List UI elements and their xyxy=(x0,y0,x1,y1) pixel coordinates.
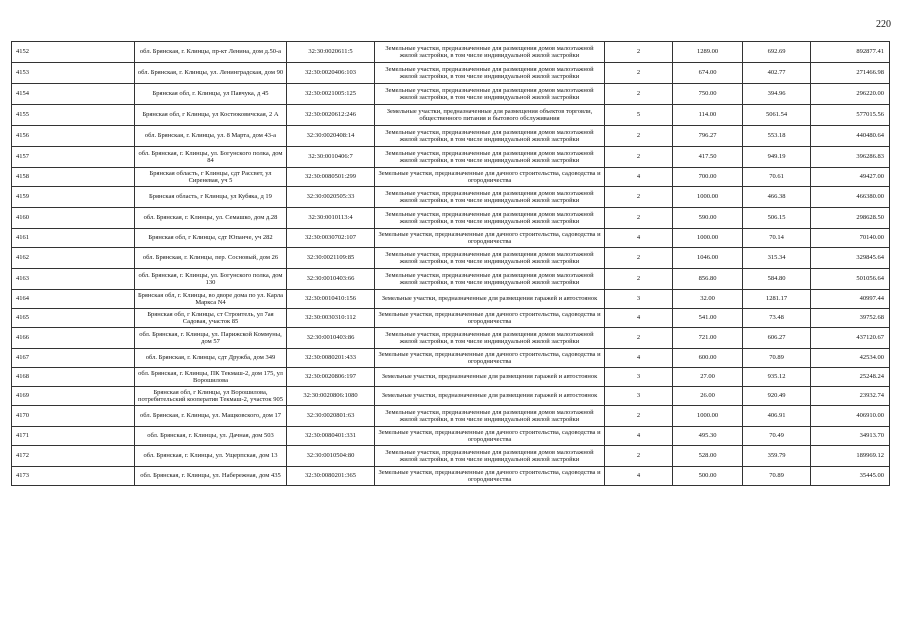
address-cell: обл. Брянская, г. Клинцы, ул. 8 Марта, дом 43-а xyxy=(135,126,287,147)
specific-value-cell: 70.89 xyxy=(743,349,811,368)
address-cell: Брянская обл, г Клинцы, ул Костюковичская, 2 А xyxy=(135,105,287,126)
row-number: 4171 xyxy=(12,427,135,446)
group-number-cell: 2 xyxy=(605,328,673,349)
address-cell: обл. Брянская, г. Клинцы, пер. Сосновый, дом 26 xyxy=(135,248,287,269)
address-cell: Брянская обл, г. Клинцы, во дворе дома по ул. Карла Маркса N4 xyxy=(135,290,287,309)
cadastral-number-cell: 32:30:0020806:197 xyxy=(287,368,375,387)
specific-value-cell: 406.91 xyxy=(743,406,811,427)
land-use-cell: Земельные участки, предназначенные для дачного строительства, садоводства и огородничества xyxy=(375,427,605,446)
address-cell: обл. Брянская, г. Клинцы, ул. Парижской Коммуны, дом 57 xyxy=(135,328,287,349)
address-cell: Брянская обл, г Клинцы, ст Строитель, ул 7ая Садовая, участок 85 xyxy=(135,309,287,328)
row-number: 4155 xyxy=(12,105,135,126)
cadastral-number-cell: 32:30:0021005:125 xyxy=(287,84,375,105)
cadastral-value-cell: 440480.64 xyxy=(811,126,890,147)
cadastral-value-cell: 49427.00 xyxy=(811,168,890,187)
land-use-cell: Земельные участки, предназначенные для дачного строительства, садоводства и огородничества xyxy=(375,229,605,248)
specific-value-cell: 70.49 xyxy=(743,427,811,446)
cadastral-number-cell: 32:30:0030310:112 xyxy=(287,309,375,328)
cadastral-number-cell: 32:30:0020801:63 xyxy=(287,406,375,427)
cadastral-number-cell: 32:30:0010403:86 xyxy=(287,328,375,349)
row-number: 4173 xyxy=(12,467,135,486)
table-row xyxy=(12,229,890,248)
cadastral-number-cell: 32:30:0020406:103 xyxy=(287,63,375,84)
area-cell: 495.30 xyxy=(673,427,743,446)
area-cell: 417.50 xyxy=(673,147,743,168)
specific-value-cell: 70.89 xyxy=(743,467,811,486)
table-body xyxy=(12,42,890,486)
group-number-cell: 4 xyxy=(605,168,673,187)
table-row xyxy=(12,290,890,309)
group-number-cell: 2 xyxy=(605,42,673,63)
area-cell: 27.00 xyxy=(673,368,743,387)
cadastral-number-cell: 32:30:0020505:33 xyxy=(287,187,375,208)
land-use-cell: Земельные участки, предназначенные для размещения домов малоэтажной жилой застройки, в том числе индивидуальной жилой застройки xyxy=(375,63,605,84)
area-cell: 700.00 xyxy=(673,168,743,187)
area-cell: 1000.00 xyxy=(673,187,743,208)
address-cell: обл. Брянская, г. Клинцы, ул. Набережная, дом 435 xyxy=(135,467,287,486)
group-number-cell: 3 xyxy=(605,387,673,406)
land-use-cell: Земельные участки, предназначенные для размещения домов малоэтажной жилой застройки, в том числе индивидуальной жилой застройки xyxy=(375,126,605,147)
table-row xyxy=(12,446,890,467)
specific-value-cell: 315.34 xyxy=(743,248,811,269)
row-number: 4156 xyxy=(12,126,135,147)
row-number: 4160 xyxy=(12,208,135,229)
group-number-cell: 3 xyxy=(605,368,673,387)
cadastral-value-cell: 42534.00 xyxy=(811,349,890,368)
cadastral-value-cell: 329845.64 xyxy=(811,248,890,269)
row-number: 4158 xyxy=(12,168,135,187)
cadastral-number-cell: 32:30:0010113:4 xyxy=(287,208,375,229)
land-use-cell: Земельные участки, предназначенные для размещения домов малоэтажной жилой застройки, в том числе индивидуальной жилой застройки xyxy=(375,328,605,349)
cadastral-value-cell: 271466.98 xyxy=(811,63,890,84)
table-row xyxy=(12,168,890,187)
specific-value-cell: 466.38 xyxy=(743,187,811,208)
cadastral-number-cell: 32:30:0010410:156 xyxy=(287,290,375,309)
address-cell: обл. Брянская, г. Клинцы, ул. Ущерпская, дом 13 xyxy=(135,446,287,467)
table-row xyxy=(12,368,890,387)
group-number-cell: 4 xyxy=(605,309,673,328)
cadastral-value-cell: 23932.74 xyxy=(811,387,890,406)
area-cell: 590.00 xyxy=(673,208,743,229)
cadastral-value-cell: 39752.68 xyxy=(811,309,890,328)
area-cell: 856.80 xyxy=(673,269,743,290)
specific-value-cell: 506.15 xyxy=(743,208,811,229)
row-number: 4159 xyxy=(12,187,135,208)
group-number-cell: 2 xyxy=(605,269,673,290)
table-row xyxy=(12,467,890,486)
specific-value-cell: 73.48 xyxy=(743,309,811,328)
area-cell: 1046.00 xyxy=(673,248,743,269)
row-number: 4168 xyxy=(12,368,135,387)
cadastral-number-cell: 32:30:0020806:1080 xyxy=(287,387,375,406)
group-number-cell: 4 xyxy=(605,467,673,486)
group-number-cell: 2 xyxy=(605,187,673,208)
cadastral-number-cell: 32:30:0030702:107 xyxy=(287,229,375,248)
address-cell: Брянская обл, г Клинцы, сдт Юпанче, уч 282 xyxy=(135,229,287,248)
specific-value-cell: 70.14 xyxy=(743,229,811,248)
group-number-cell: 2 xyxy=(605,63,673,84)
cadastral-number-cell: 32:30:0080501:299 xyxy=(287,168,375,187)
group-number-cell: 2 xyxy=(605,406,673,427)
cadastral-value-cell: 25248.24 xyxy=(811,368,890,387)
table-row xyxy=(12,309,890,328)
row-number: 4153 xyxy=(12,63,135,84)
area-cell: 674.00 xyxy=(673,63,743,84)
specific-value-cell: 402.77 xyxy=(743,63,811,84)
land-use-cell: Земельные участки, предназначенные для дачного строительства, садоводства и огородничества xyxy=(375,467,605,486)
land-use-cell: Земельные участки, предназначенные для размещения гаражей и автостоянок xyxy=(375,368,605,387)
group-number-cell: 5 xyxy=(605,105,673,126)
area-cell: 600.00 xyxy=(673,349,743,368)
group-number-cell: 4 xyxy=(605,229,673,248)
table-row xyxy=(12,427,890,446)
specific-value-cell: 394.96 xyxy=(743,84,811,105)
row-number: 4170 xyxy=(12,406,135,427)
cadastral-value-cell: 577015.56 xyxy=(811,105,890,126)
area-cell: 114.00 xyxy=(673,105,743,126)
specific-value-cell: 553.18 xyxy=(743,126,811,147)
table-row xyxy=(12,105,890,126)
address-cell: обл. Брянская, г. Клинцы, ул. Мащковского, дом 17 xyxy=(135,406,287,427)
table-row xyxy=(12,208,890,229)
cadastral-number-cell: 32:30:0020611:5 xyxy=(287,42,375,63)
cadastral-number-cell: 32:30:0010403:66 xyxy=(287,269,375,290)
table-row xyxy=(12,147,890,168)
cadastral-value-cell: 40997.44 xyxy=(811,290,890,309)
row-number: 4169 xyxy=(12,387,135,406)
land-use-cell: Земельные участки, предназначенные для размещения домов малоэтажной жилой застройки, в том числе индивидуальной жилой застройки xyxy=(375,248,605,269)
land-use-cell: Земельные участки, предназначенные для дачного строительства, садоводства и огородничества xyxy=(375,309,605,328)
land-use-cell: Земельные участки, предназначенные для размещения домов малоэтажной жилой застройки, в том числе индивидуальной жилой застройки xyxy=(375,147,605,168)
address-cell: Брянская обл, г. Клинцы, ул Павчука, д 45 xyxy=(135,84,287,105)
area-cell: 1000.00 xyxy=(673,229,743,248)
cadastral-number-cell: 32:30:0080401:331 xyxy=(287,427,375,446)
row-number: 4161 xyxy=(12,229,135,248)
group-number-cell: 2 xyxy=(605,147,673,168)
land-use-cell: Земельные участки, предназначенные для дачного строительства, садоводства и огородничества xyxy=(375,349,605,368)
group-number-cell: 4 xyxy=(605,427,673,446)
specific-value-cell: 359.79 xyxy=(743,446,811,467)
land-use-cell: Земельные участки, предназначенные для размещения гаражей и автостоянок xyxy=(375,387,605,406)
specific-value-cell: 935.12 xyxy=(743,368,811,387)
group-number-cell: 2 xyxy=(605,248,673,269)
table-row xyxy=(12,63,890,84)
cadastral-value-cell: 406910.00 xyxy=(811,406,890,427)
cadastral-value-cell: 892877.41 xyxy=(811,42,890,63)
cadastral-value-cell: 296220.00 xyxy=(811,84,890,105)
area-cell: 1000.00 xyxy=(673,406,743,427)
group-number-cell: 3 xyxy=(605,290,673,309)
specific-value-cell: 692.69 xyxy=(743,42,811,63)
specific-value-cell: 949.19 xyxy=(743,147,811,168)
area-cell: 1289.00 xyxy=(673,42,743,63)
group-number-cell: 4 xyxy=(605,349,673,368)
specific-value-cell: 584.80 xyxy=(743,269,811,290)
cadastral-value-cell: 396286.83 xyxy=(811,147,890,168)
land-use-cell: Земельные участки, предназначенные для размещения объектов торговли, общественного питания и бытового обслуживания xyxy=(375,105,605,126)
land-use-cell: Земельные участки, предназначенные для размещения гаражей и автостоянок xyxy=(375,290,605,309)
specific-value-cell: 70.61 xyxy=(743,168,811,187)
row-number: 4165 xyxy=(12,309,135,328)
specific-value-cell: 1281.17 xyxy=(743,290,811,309)
cadastral-value-cell: 70140.00 xyxy=(811,229,890,248)
cadastral-number-cell: 32:30:0021109:85 xyxy=(287,248,375,269)
cadastral-value-cell: 437120.67 xyxy=(811,328,890,349)
table-row xyxy=(12,187,890,208)
cadastral-value-cell: 501056.64 xyxy=(811,269,890,290)
area-cell: 721.00 xyxy=(673,328,743,349)
row-number: 4152 xyxy=(12,42,135,63)
table-row xyxy=(12,42,890,63)
address-cell: обл. Брянская, г. Клинцы, ул. Богунского полка, дом 130 xyxy=(135,269,287,290)
address-cell: Брянская область, г Клинцы, ул Кубяка, д 19 xyxy=(135,187,287,208)
land-use-cell: Земельные участки, предназначенные для размещения домов малоэтажной жилой застройки, в том числе индивидуальной жилой застройки xyxy=(375,42,605,63)
cadastral-value-cell: 466380.00 xyxy=(811,187,890,208)
row-number: 4163 xyxy=(12,269,135,290)
group-number-cell: 2 xyxy=(605,208,673,229)
land-use-cell: Земельные участки, предназначенные для размещения домов малоэтажной жилой застройки, в том числе индивидуальной жилой застройки xyxy=(375,187,605,208)
specific-value-cell: 5061.54 xyxy=(743,105,811,126)
address-cell: Брянская обл, г Клинцы, ул Ворошилова, потребительский кооператив Текмаш-2, участок 905 xyxy=(135,387,287,406)
specific-value-cell: 606.27 xyxy=(743,328,811,349)
land-use-cell: Земельные участки, предназначенные для размещения домов малоэтажной жилой застройки, в том числе индивидуальной жилой застройки xyxy=(375,84,605,105)
cadastral-number-cell: 32:30:0020612:246 xyxy=(287,105,375,126)
area-cell: 26.00 xyxy=(673,387,743,406)
land-use-cell: Земельные участки, предназначенные для размещения домов малоэтажной жилой застройки, в том числе индивидуальной жилой застройки xyxy=(375,406,605,427)
table-row xyxy=(12,328,890,349)
row-number: 4157 xyxy=(12,147,135,168)
cadastral-number-cell: 32:30:0010504:80 xyxy=(287,446,375,467)
cadastral-value-cell: 34913.70 xyxy=(811,427,890,446)
address-cell: обл. Брянская, г. Клинцы, ул. Ленинградская, дом 90 xyxy=(135,63,287,84)
table-row xyxy=(12,248,890,269)
cadastral-value-cell: 189969.12 xyxy=(811,446,890,467)
land-registry-table xyxy=(11,41,890,486)
row-number: 4164 xyxy=(12,290,135,309)
address-cell: обл. Брянская, г. Клинцы, ПК Текмаш-2, дом 175, ул Ворошилова xyxy=(135,368,287,387)
table-row xyxy=(12,126,890,147)
cadastral-number-cell: 32:30:0080201:365 xyxy=(287,467,375,486)
specific-value-cell: 920.49 xyxy=(743,387,811,406)
cadastral-value-cell: 35445.00 xyxy=(811,467,890,486)
group-number-cell: 2 xyxy=(605,84,673,105)
row-number: 4154 xyxy=(12,84,135,105)
address-cell: обл. Брянская, г. Клинцы, ул. Богунского полка, дом 84 xyxy=(135,147,287,168)
table-row xyxy=(12,84,890,105)
group-number-cell: 2 xyxy=(605,446,673,467)
table-row xyxy=(12,269,890,290)
area-cell: 541.00 xyxy=(673,309,743,328)
address-cell: обл. Брянская, г. Клинцы, ул. Семашко, дом д.28 xyxy=(135,208,287,229)
address-cell: обл. Брянская, г. Клинцы, ул. Дачная, дом 503 xyxy=(135,427,287,446)
cadastral-value-cell: 298628.50 xyxy=(811,208,890,229)
row-number: 4166 xyxy=(12,328,135,349)
address-cell: Брянская область, г Клинцы, сдт Рассвет, ул Сиреневая, уч 5 xyxy=(135,168,287,187)
page-number: 220 xyxy=(876,19,891,30)
cadastral-number-cell: 32:30:0080201:433 xyxy=(287,349,375,368)
area-cell: 750.00 xyxy=(673,84,743,105)
address-cell: обл. Брянская, г. Клинцы, сдт Дружба, дом 349 xyxy=(135,349,287,368)
table-row xyxy=(12,387,890,406)
land-use-cell: Земельные участки, предназначенные для дачного строительства, садоводства и огородничества xyxy=(375,168,605,187)
cadastral-number-cell: 32:30:0020408:14 xyxy=(287,126,375,147)
group-number-cell: 2 xyxy=(605,126,673,147)
row-number: 4167 xyxy=(12,349,135,368)
row-number: 4162 xyxy=(12,248,135,269)
land-use-cell: Земельные участки, предназначенные для размещения домов малоэтажной жилой застройки, в том числе индивидуальной жилой застройки xyxy=(375,208,605,229)
land-use-cell: Земельные участки, предназначенные для размещения домов малоэтажной жилой застройки, в том числе индивидуальной жилой застройки xyxy=(375,269,605,290)
area-cell: 32.00 xyxy=(673,290,743,309)
land-use-cell: Земельные участки, предназначенные для размещения домов малоэтажной жилой застройки, в том числе индивидуальной жилой застройки xyxy=(375,446,605,467)
area-cell: 500.00 xyxy=(673,467,743,486)
cadastral-number-cell: 32:30:0010406:7 xyxy=(287,147,375,168)
table-row xyxy=(12,406,890,427)
address-cell: обл. Брянская, г. Клинцы, пр-кт Ленина, дом д.50-а xyxy=(135,42,287,63)
row-number: 4172 xyxy=(12,446,135,467)
area-cell: 528.00 xyxy=(673,446,743,467)
area-cell: 796.27 xyxy=(673,126,743,147)
table-row xyxy=(12,349,890,368)
